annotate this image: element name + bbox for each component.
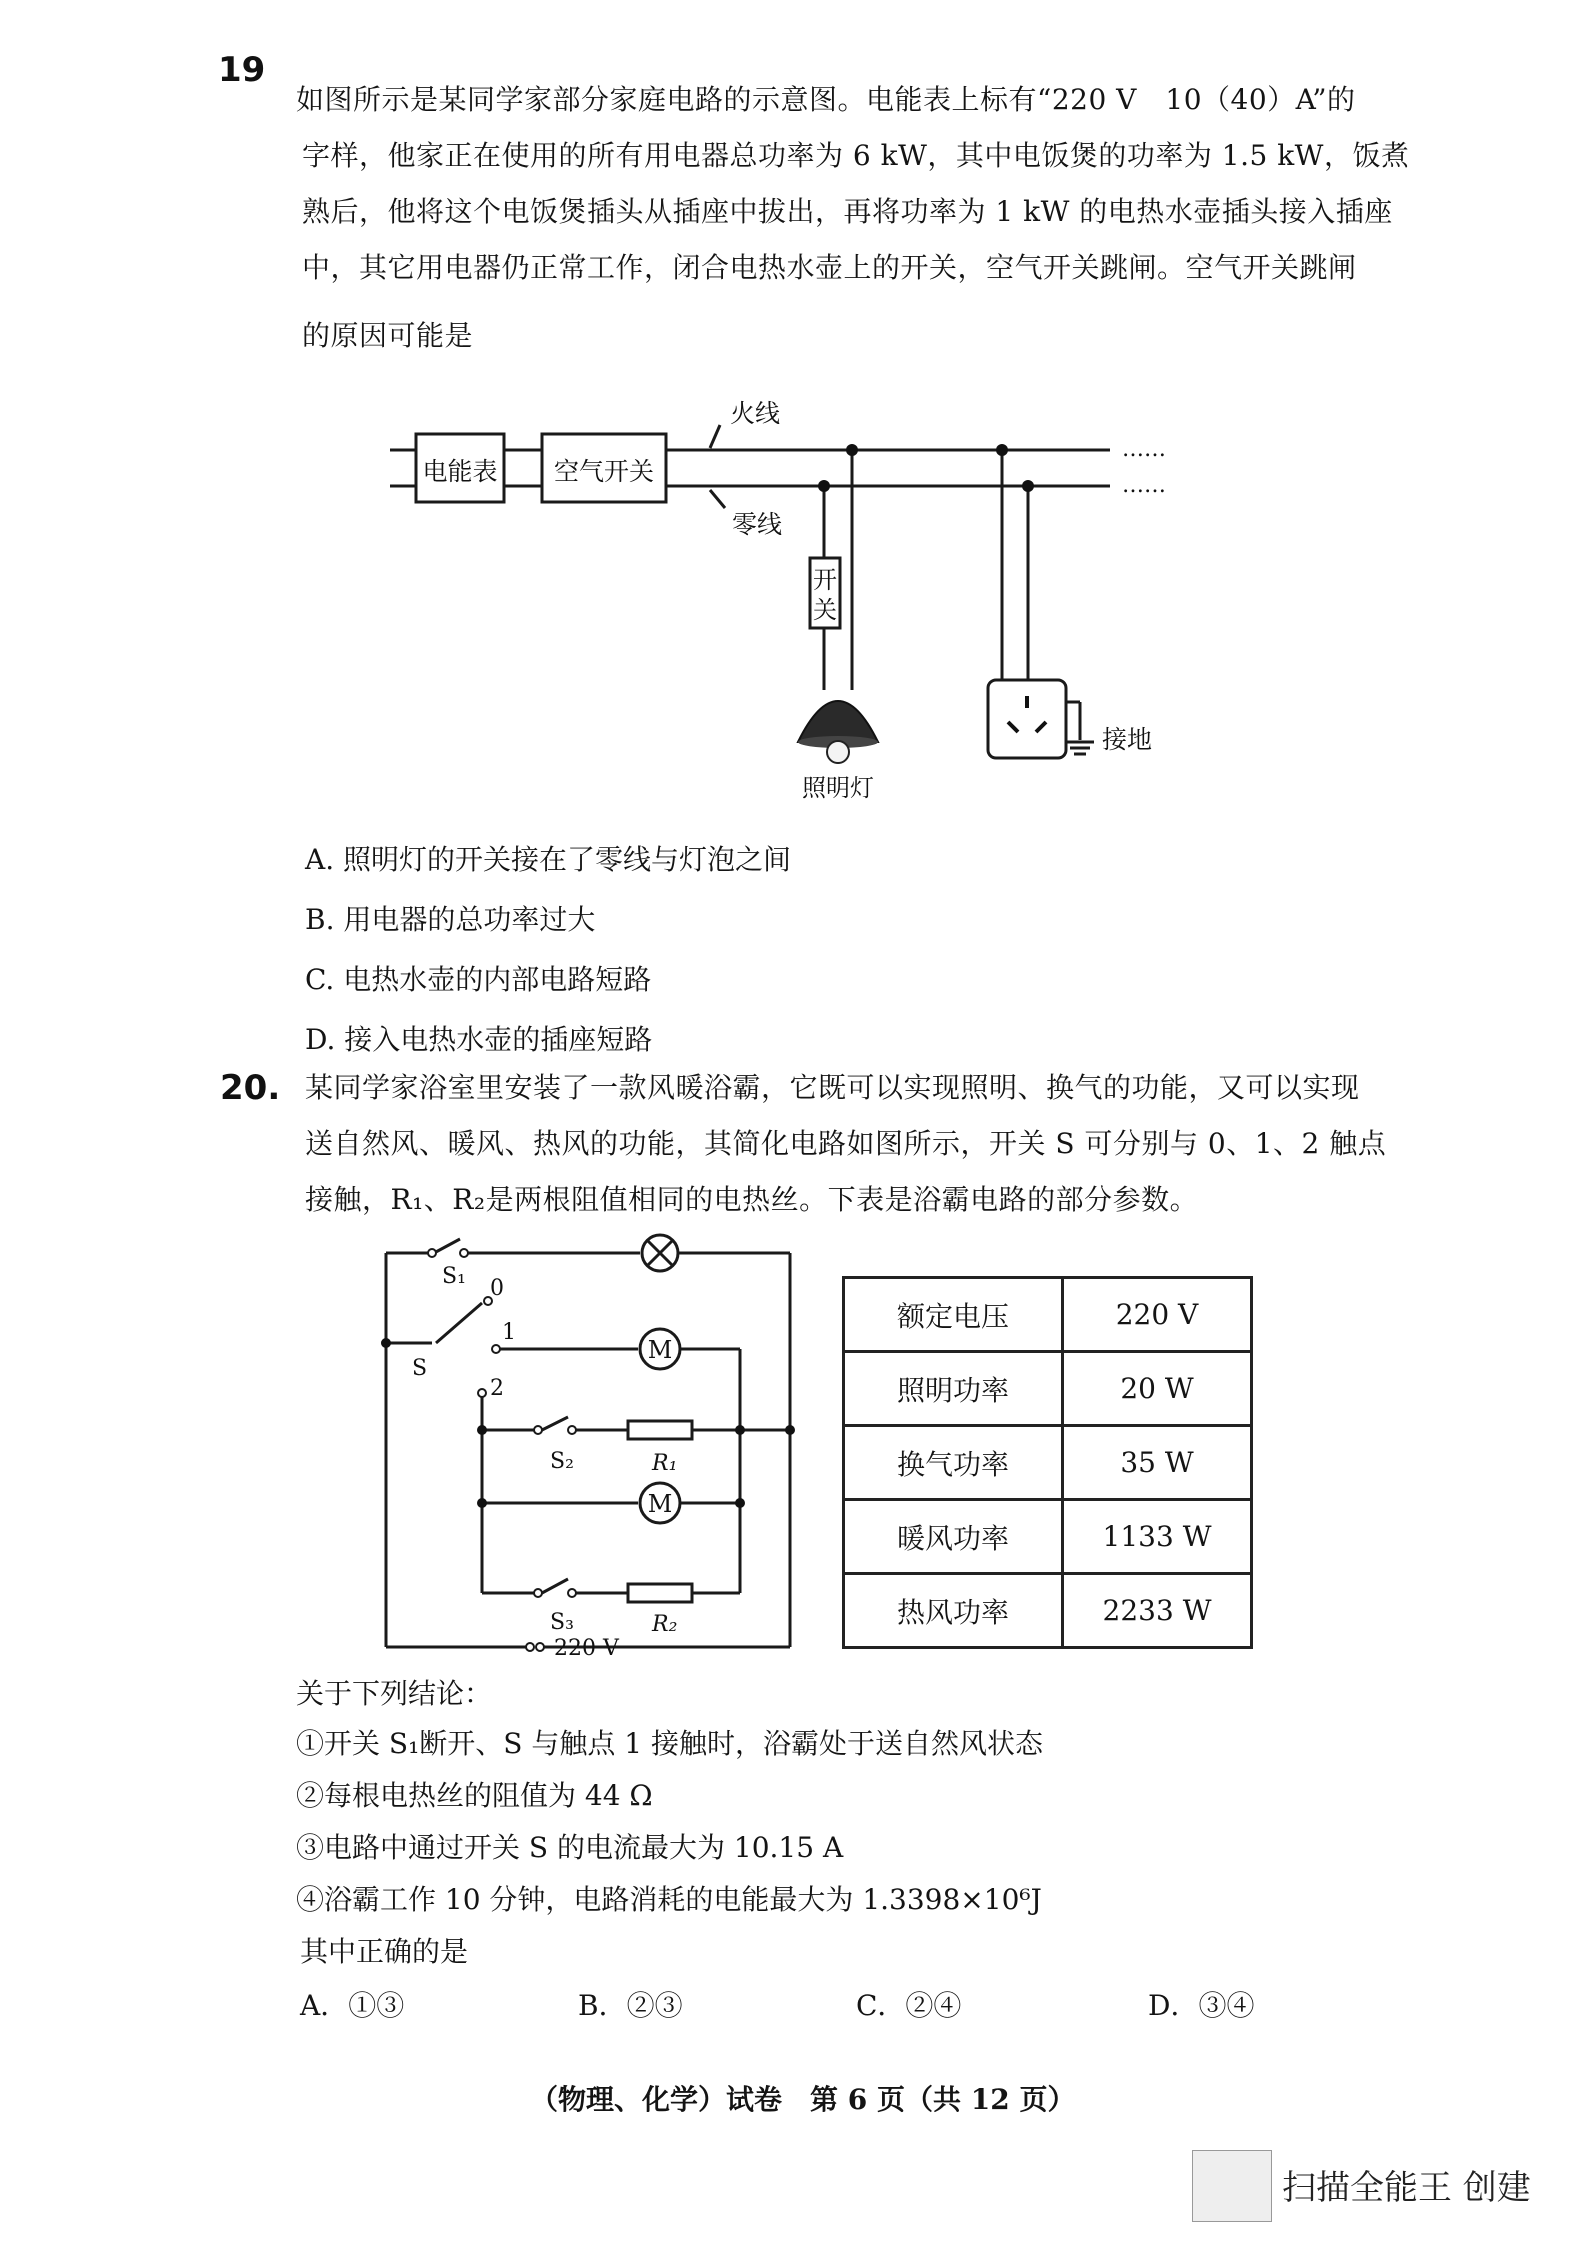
motor-label-1: M (647, 1336, 673, 1364)
scanner-watermark: 扫描全能王 创建 (1282, 2168, 1531, 2208)
table-row (844, 1500, 1252, 1574)
q20-option-b: B．②③ (578, 1989, 683, 2022)
switch-label-2: 关 (813, 596, 837, 624)
resistor-r2 (628, 1584, 692, 1602)
neutral-wire-label: 零线 (732, 510, 783, 539)
q19-line-2: 字样，他家正在使用的所有用电器总功率为 6 kW，其中电饭煲的功率为 1.5 kW，饭煮 (302, 139, 1410, 172)
lamp-icon (798, 701, 878, 763)
page-footer: （物理、化学）试卷 第 6 页（共 12 页） (530, 2083, 1076, 2116)
param-value: 220 V (1063, 1278, 1252, 1352)
q20-option-a: A．①③ (300, 1989, 405, 2022)
q19-option-b: B. 用电器的总功率过大 (305, 903, 596, 936)
q20-statement-1: ①开关 S₁断开、S 与触点 1 接触时，浴霸处于送自然风状态 (296, 1727, 1044, 1760)
param-name: 额定电压 (844, 1278, 1063, 1352)
q19-option-d: D. 接入电热水壶的插座短路 (305, 1023, 653, 1056)
q20-statement-2: ②每根电热丝的阻值为 44 Ω (296, 1779, 653, 1812)
live-wire-label: 火线 (730, 399, 781, 428)
q19-line-4: 中，其它用电器仍正常工作，闭合电热水壶上的开关，空气开关跳闸。空气开关跳闸 (302, 251, 1357, 284)
label-s: S (412, 1356, 428, 1381)
label-s2: S₂ (550, 1449, 574, 1474)
household-circuit-diagram (380, 390, 1200, 820)
q20-line-1: 某同学家浴室里安装了一款风暖浴霸，它既可以实现照明、换气的功能，又可以实现 (305, 1071, 1360, 1104)
table-row (844, 1426, 1252, 1500)
label-contact-0: 0 (490, 1276, 504, 1301)
scanner-logo-icon (1192, 2150, 1272, 2222)
parameter-table (842, 1276, 1253, 1649)
label-r1: R₁ (652, 1451, 678, 1476)
label-s1: S₁ (442, 1264, 466, 1289)
table-row (844, 1278, 1252, 1352)
param-value: 1133 W (1063, 1500, 1252, 1574)
q20-option-d: D．③④ (1148, 1989, 1255, 2022)
neutral-dots: …… (1122, 473, 1166, 498)
param-value: 35 W (1063, 1426, 1252, 1500)
q19-line-5: 的原因可能是 (302, 319, 474, 352)
q20-question: 其中正确的是 (300, 1935, 469, 1968)
q20-statement-4: ④浴霸工作 10 分钟，电路消耗的电能最大为 1.3398×10⁶J (296, 1883, 1042, 1916)
label-voltage: 220 V (554, 1636, 619, 1661)
bath-heater-circuit-diagram (370, 1225, 810, 1675)
q19-line-3: 熟后，他将这个电饭煲插头从插座中拔出，再将功率为 1 kW 的电热水壶插头接入插座 (302, 195, 1393, 228)
label-s3: S₃ (550, 1610, 574, 1635)
label-r2: R₂ (652, 1612, 678, 1637)
resistor-r1 (628, 1421, 692, 1439)
meter-label: 电能表 (422, 457, 498, 486)
param-name: 换气功率 (844, 1426, 1063, 1500)
label-contact-2: 2 (490, 1376, 504, 1401)
param-value: 2233 W (1063, 1574, 1252, 1648)
param-name: 照明功率 (844, 1352, 1063, 1426)
param-name: 热风功率 (844, 1574, 1063, 1648)
q20-number: 20. (220, 1068, 281, 1108)
table-row (844, 1574, 1252, 1648)
switch-label-1: 开 (813, 566, 837, 594)
socket-holes (1008, 696, 1046, 732)
q20-line-2: 送自然风、暖风、热风的功能，其简化电路如图所示，开关 S 可分别与 0、1、2 触点 (305, 1127, 1387, 1160)
q20-statement-3: ③电路中通过开关 S 的电流最大为 10.15 A (296, 1831, 844, 1864)
param-name: 暖风功率 (844, 1500, 1063, 1574)
breaker-label: 空气开关 (553, 457, 655, 486)
q20-line-3: 接触，R₁、R₂是两根阻值相同的电热丝。下表是浴霸电路的部分参数。 (305, 1183, 1199, 1216)
q19-option-a: A. 照明灯的开关接在了零线与灯泡之间 (305, 843, 792, 876)
q20-intro: 关于下列结论： (296, 1677, 493, 1710)
q19-line-1: 如图所示是某同学家部分家庭电路的示意图。电能表上标有“220 V 10（40）A”的 (296, 83, 1356, 116)
label-contact-1: 1 (502, 1320, 516, 1345)
q20-option-c: C．②④ (856, 1989, 962, 2022)
live-dots: …… (1122, 437, 1166, 462)
lamp-label: 照明灯 (802, 774, 874, 802)
socket (988, 680, 1066, 758)
table-row (844, 1352, 1252, 1426)
q19-number: 19 (218, 50, 266, 90)
ground-label: 接地 (1102, 725, 1153, 754)
q19-option-c: C. 电热水壶的内部电路短路 (305, 963, 652, 996)
param-value: 20 W (1063, 1352, 1252, 1426)
motor-label-2: M (647, 1490, 673, 1518)
